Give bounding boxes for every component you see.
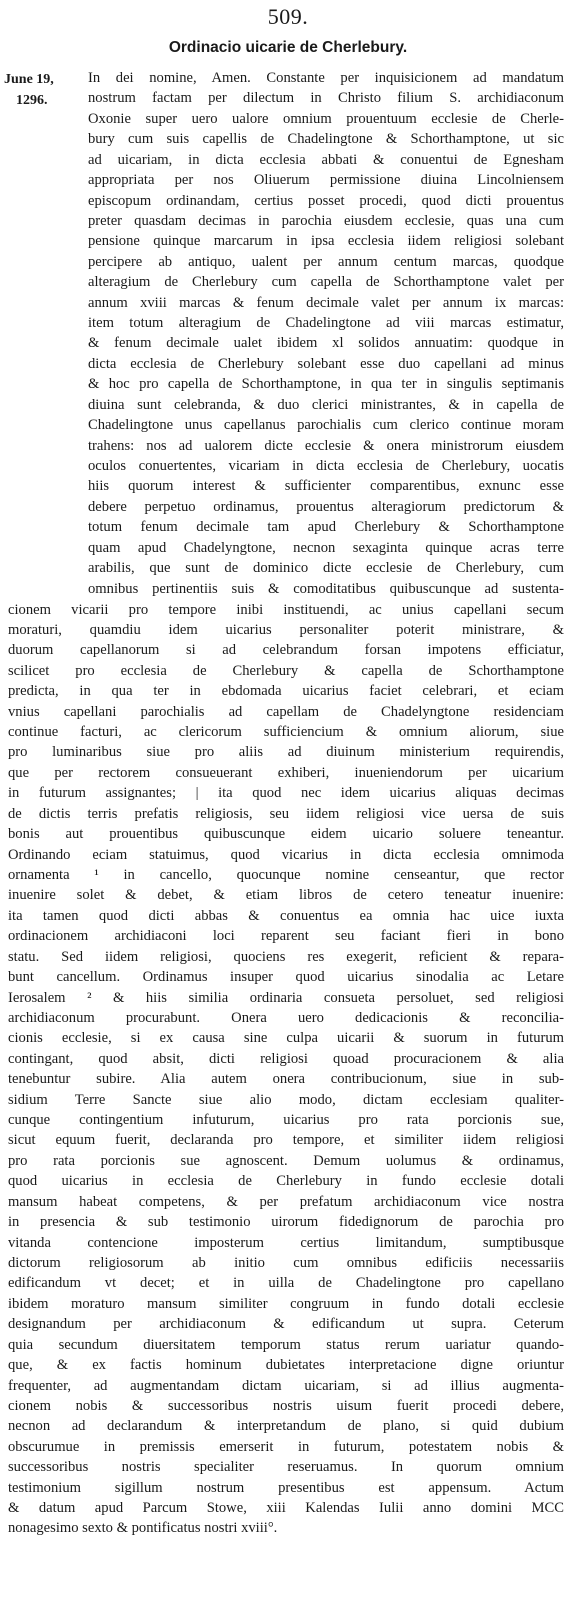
- text-line: nostrum factam per dilectum in Christo filium S. archidiaconum: [88, 90, 564, 107]
- text-line: testimonium sigillum nostrum presentibus est appensum. Actum: [8, 1479, 564, 1496]
- text-line: bunt cancellum. Ordinamus insuper quod uicarius sinodalia ac Letare: [8, 969, 564, 986]
- text-line: quod uicarius in ecclesia de Cherlebury in fundo ecclesie dotali: [8, 1173, 564, 1190]
- text-line: tenebuntur subire. Alia autem onera contribucionum, siue in sub-: [8, 1071, 564, 1088]
- text-line: cionem vicarii pro tempore inibi instituendi, ac unius capellani secum: [8, 601, 564, 618]
- text-line: preter quasdam decimas in parochia eiusdem ecclesie, quas una cum: [88, 212, 564, 229]
- text-line: dictorum religiosorum ab initio cum omnibus edificiis necessariis: [8, 1255, 564, 1271]
- text-line: alteragium de Cherlebury cum capella de Schorthamptone valet per: [88, 274, 564, 291]
- text-line: percipere ab antiquo, ualent per annum centum marcas, quodque: [88, 253, 564, 270]
- text-line: pro luminaribus siue pro aliis ad diuinum ministerium requirendis,: [8, 744, 564, 761]
- text-line: mansum habeat competens, & per prefatum archidiaconum vice nostra: [8, 1193, 564, 1210]
- text-line: Ierosalem ² & hiis similia ordinaria consueta persoluet, sed religiosi: [8, 989, 564, 1006]
- text-line: ibidem moraturo mansum similiter congruum in fundo dotali ecclesie: [8, 1295, 564, 1312]
- text-line: diuina sunt celebranda, & duo clerici ministrantes, & in capella de: [88, 396, 564, 413]
- text-line: frequenter, ad augmentandam dictam uicariam, si ad illius augmenta-: [8, 1377, 564, 1394]
- text-line: item totum alteragium de Chadelingtone ad viii marcas estimatur,: [88, 315, 564, 332]
- text-line: sidium Terre Sancte siue alio modo, dictam ecclesiam qualiter-: [8, 1091, 564, 1108]
- text-line: continue facturi, ac clericorum sufficiencium & omnium aliorum, siue: [8, 724, 564, 741]
- text-line: In dei nomine, Amen. Constante per inquisicionem ad mandatum: [88, 70, 564, 86]
- text-line: omnibus pertinentiis suis & comoditatibus quibuscunque ad sustenta-: [88, 580, 564, 597]
- text-line: quam apud Chadelyngtone, necnon sexaginta quinque acras terre: [88, 539, 564, 556]
- full-width-text-block: [8, 600, 564, 1539]
- text-line: Ordinando eciam statuimus, quod vicarius in dicta ecclesia omnimoda: [8, 846, 564, 863]
- text-line: que per rectorem consueuerant exhiberi, inueniendorum per uicarium: [8, 764, 564, 781]
- text-line: predicta, in qua ter in ebdomada uicarius faciet celebrari, et eciam: [8, 683, 564, 700]
- text-line: oculos conuertentes, vicariam in dicta ecclesia de Cherlebury, uocatis: [88, 458, 564, 475]
- text-line: ordinacionem archidiaconi loci reparent seu faciant fieri in bono: [8, 928, 564, 945]
- text-line: ornamenta ¹ in cancello, quocunque nomine censeantur, que rector: [8, 866, 564, 883]
- text-line: de dictis terris prefatis religiosis, seu iidem religiosi vice uersa de suis: [8, 805, 564, 822]
- text-line: cionem nobis & successoribus nostris uisum fuerit procedi debere,: [8, 1397, 564, 1414]
- text-line: scilicet pro ecclesia de Cherlebury & capella de Schorthamptone: [8, 662, 564, 679]
- text-line: designandum per archidiaconum & edificandum ut supra. Ceterum: [8, 1316, 564, 1333]
- text-line: ita tamen quod dicti abbas & conuentus ea omnia hac uice iuxta: [8, 907, 564, 924]
- text-line: archidiaconum procurabunt. Onera uero dedicacionis & reconcilia-: [8, 1009, 564, 1026]
- text-line: statu. Sed iidem religiosi, quociens res exegerit, reficient & repara-: [8, 948, 564, 965]
- text-line: cionis ecclesie, si ex causa sine culpa uicarii & suorum in futurum: [8, 1030, 564, 1047]
- text-line: inuenire solet & debet, & etiam libros de cetero teneatur inuenire:: [8, 887, 564, 904]
- text-line: pro rata porcionis sue agnoscent. Demum uolumus & ordinamus,: [8, 1152, 564, 1169]
- text-line: arabilis, que sunt de dominico dicte ecclesie de Cherlebury, cum: [88, 560, 564, 577]
- text-line: & hoc pro capella de Schorthamptone, in qua ter in singulis septimanis: [88, 376, 564, 393]
- text-line: vnius capellani parochialis ad capellam de Chadelyngtone residenciam: [8, 703, 564, 720]
- margin-date-year: 1296.: [16, 92, 48, 108]
- text-line: & datum apud Parcum Stowe, xiii Kalendas Iulii anno domini MCC: [8, 1500, 564, 1517]
- text-line: edificandum vt decet; et in uilla de Chadelingtone pro capellano: [8, 1275, 564, 1292]
- text-line: sicut equum fuerit, declaranda pro tempore, et similiter iidem religiosi: [8, 1132, 564, 1149]
- text-line: vitanda contencione imposterum certius limitandum, sumptibusque: [8, 1234, 564, 1251]
- text-line: in futurum assignantes; | ita quod nec idem uicarius aliquas decimas: [8, 785, 564, 802]
- text-line: quia secundum diuersitatem temporum status rerum uariatur quando-: [8, 1336, 564, 1353]
- text-line: totum fenum decimale tam apud Cherlebury & Schorthamptone: [88, 519, 564, 536]
- text-line: Chadelingtone unus capellanus parochialis cum clerico continue moram: [88, 417, 564, 434]
- text-line: trahens: nos ad ualorem dicte ecclesie & onera ministrorum eiusdem: [88, 437, 564, 454]
- text-line: moraturi, quamdiu idem uicarius personaliter poterit ministrare, &: [8, 621, 564, 638]
- text-line: & fenum decimale ualet ibidem xl solidos annuatim: quodque in: [88, 335, 564, 352]
- text-line: hiis quorum interest & sufficienter comparentibus, exnunc esse: [88, 478, 564, 495]
- text-line: in presencia & sub testimonio uirorum fidedignorum de parochia pro: [8, 1214, 564, 1231]
- text-line: bury cum suis capellis de Chadelingtone & Schorthamptone, ut sic: [88, 131, 564, 148]
- text-line: contingant, quod absit, dicti religiosi quoad procuracionem & alia: [8, 1050, 564, 1067]
- text-line: pensione quinque marcarum in ipsa ecclesia iidem religiosi solebant: [88, 233, 564, 250]
- text-line: bonis aut prouentibus quibuscunque eidem uicario soluere teneantur.: [8, 826, 564, 843]
- text-line: duorum capellanorum si ad celebrandum forsan impotens efficiatur,: [8, 642, 564, 659]
- margin-date-day: June 19,: [4, 72, 54, 87]
- page-number: 509.: [267, 4, 309, 29]
- text-line: Oxonie super uero ualore omnium prouentuum ecclesie de Cherle-: [88, 110, 564, 127]
- text-line: cunque contingentium infuturum, uicarius pro rata porcionis sue,: [8, 1112, 564, 1129]
- document-heading: Ordinacio uicarie de Cherlebury.: [168, 39, 408, 56]
- text-line: ad uicariam, in dicta ecclesia abbati & conuentui de Egnesham: [88, 151, 564, 168]
- text-line: episcopum ordinandam, certius posset procedi, quod dicti prouentus: [88, 192, 564, 209]
- text-line: successoribus nostris specialiter reseruamus. In quorum omnium: [8, 1459, 564, 1476]
- text-line: annum xviii marcas & fenum decimale valet per annum ix marcas:: [88, 294, 564, 311]
- text-line: obscurumue in premissis emerserit in futurum, potestatem nobis &: [8, 1438, 564, 1455]
- margin-date: [4, 70, 76, 111]
- text-line: necnon ad declarandum & interpretandum de plano, si quid dubium: [8, 1418, 564, 1435]
- text-line: appropriata per nos Oliuerum permissione diuina Lincolniensem: [88, 172, 564, 189]
- indented-text-block: [88, 68, 564, 599]
- text-line: dicta ecclesia de Cherlebury solebant esse duo capellani ad minus: [88, 355, 564, 372]
- text-line: debere perpetuo ordinamus, prouentus alteragiorum predictorum &: [88, 498, 564, 515]
- text-line: que, & ex factis hominum dubietates interpretacione digne oriuntur: [8, 1357, 564, 1374]
- text-line: nonagesimo sexto & pontificatus nostri xviii°.: [8, 1520, 278, 1537]
